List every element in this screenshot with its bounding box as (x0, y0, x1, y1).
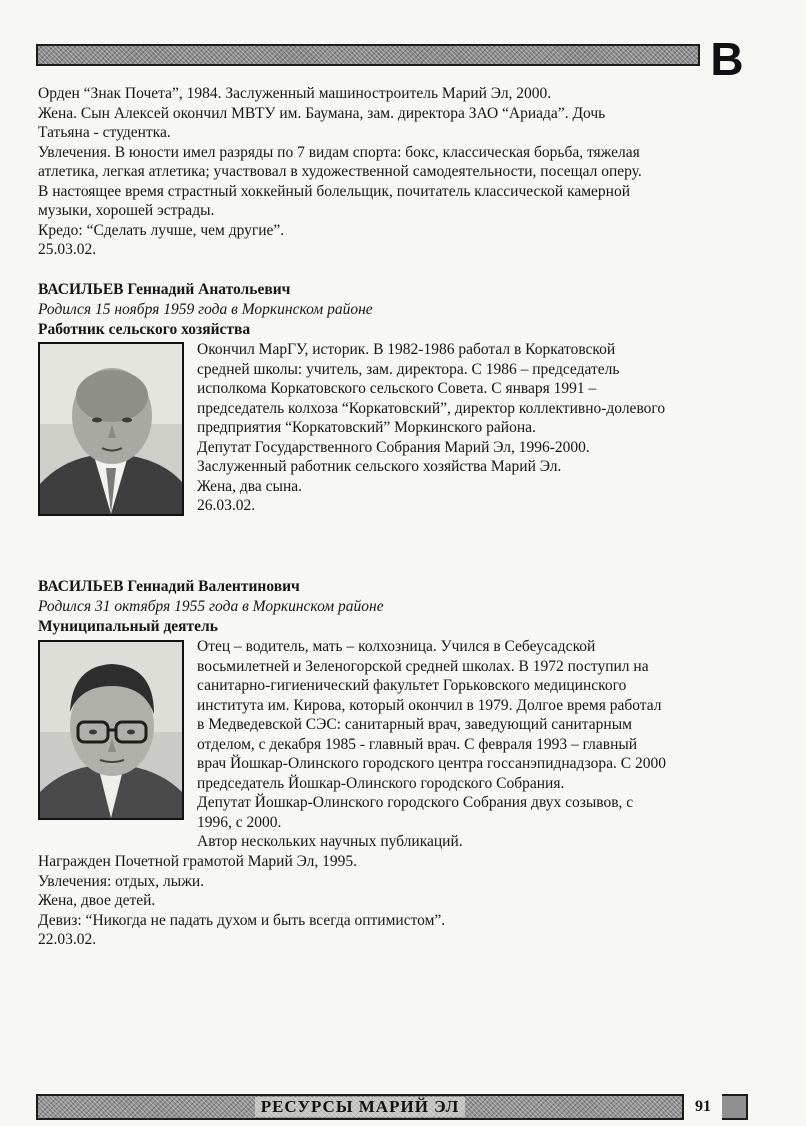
bio-tail-line: 22.03.02. (38, 931, 97, 948)
footer-band-tail (722, 1094, 748, 1120)
intro-line: Увлечения. В юности имел разряды по 7 видам спорта: бокс, классическая борьба, тяжелая (38, 143, 640, 161)
bio-line: председатель Йошкар-Олинского городского Собрания. (197, 774, 565, 792)
bio-line: 26.03.02. (197, 497, 256, 514)
bio-text (197, 637, 757, 852)
intro-line: Татьяна - студентка. (38, 124, 171, 141)
intro-line: Кредо: “Сделать лучше, чем другие”. (38, 221, 285, 239)
bio-name: ВАСИЛЬЕВ Геннадий Анатольевич (38, 281, 291, 298)
intro-line: В настоящее время страстный хоккейный болельщик, почитатель классической камерной (38, 182, 631, 200)
bio-line: Заслуженный работник сельского хозяйства Марий Эл. (197, 458, 562, 475)
footer-band (36, 1094, 684, 1120)
header-band (36, 44, 700, 66)
bio-line: Автор нескольких научных публикаций. (197, 833, 463, 850)
bio-tail-line: Награжден Почетной грамотой Марий Эл, 1995. (38, 853, 358, 870)
bio-born: Родился 15 ноября 1959 года в Моркинском районе (38, 301, 373, 318)
intro-text (38, 84, 738, 260)
bio-tail (38, 852, 738, 950)
bio-line: в Медведевской СЭС: санитарный врач, заведующий санитарным (197, 716, 632, 733)
bio-line: председатель колхоза “Коркатовский”, директор коллективно-долевого (197, 399, 666, 417)
intro-line: 25.03.02. (38, 241, 97, 258)
bio-tail-line: Девиз: “Никогда не падать духом и быть всегда оптимистом”. (38, 911, 446, 929)
bio-line: врач Йошкар-Олинского городского центра госсанэпиднадзора. С 2000 (197, 755, 667, 772)
section-letter: В (710, 33, 744, 85)
bio-line: средней школы: учитель, зам. директора. С 1986 – председатель (197, 360, 620, 378)
bio-line: Отец – водитель, мать – колхозница. Учился в Себеусадской (197, 638, 596, 655)
bio-name: ВАСИЛЬЕВ Геннадий Валентинович (38, 578, 300, 595)
bio-text (197, 340, 757, 516)
page-number: 91 (695, 1098, 711, 1115)
intro-line: музыки, хорошей эстрады. (38, 202, 215, 219)
intro-line: Жена. Сын Алексей окончил МВТУ им. Баумана, зам. директора ЗАО “Ариада”. Дочь (38, 104, 606, 122)
bio-tail-line: Жена, двое детей. (38, 892, 156, 909)
bio-line: Окончил МарГУ, историк. В 1982-1986 работал в Коркатовской (197, 341, 616, 358)
bio-tail-line: Увлечения: отдых, лыжи. (38, 872, 205, 890)
intro-line: атлетика, легкая атлетика; участвовал в художественной самодеятельности, посещал оперу. (38, 163, 642, 180)
portrait-photo-1 (38, 342, 184, 516)
bio-role: Муниципальный деятель (38, 618, 218, 635)
bio-line: отделом, с декабря 1985 - главный врач. С февраля 1993 – главный (197, 735, 638, 753)
bio-line: 1996, с 2000. (197, 813, 282, 831)
portrait-photo-2 (38, 640, 184, 820)
portrait-photo-icon (40, 344, 182, 514)
footer-title: РЕСУРСЫ МАРИЙ ЭЛ (255, 1097, 466, 1117)
bio-role: Работник сельского хозяйства (38, 321, 251, 338)
bio-line: восьмилетней и Зеленогорской средней школах. В 1972 поступил на (197, 657, 649, 675)
bio-line: исполкома Коркатовского сельского Совета. С января 1991 – (197, 380, 597, 397)
bio-line: института им. Кирова, который окончил в 1979. Долгое время работал (197, 696, 662, 714)
bio-line: санитарно-гигиенический факультет Горьковского медицинского (197, 677, 627, 694)
bio-line: Жена, два сына. (197, 477, 303, 495)
bio-line: Депутат Йошкар-Олинского городского Собрания двух созывов, с (197, 794, 634, 811)
bio-line: предприятия “Коркатовский” Моркинского района. (197, 419, 536, 436)
intro-line: Орден “Знак Почета”, 1984. Заслуженный машиностроитель Марий Эл, 2000. (38, 85, 552, 102)
bio-born: Родился 31 октября 1955 года в Моркинском районе (38, 598, 384, 615)
bio-line: Депутат Государственного Собрания Марий Эл, 1996-2000. (197, 438, 590, 456)
portrait-photo-icon (40, 642, 182, 818)
